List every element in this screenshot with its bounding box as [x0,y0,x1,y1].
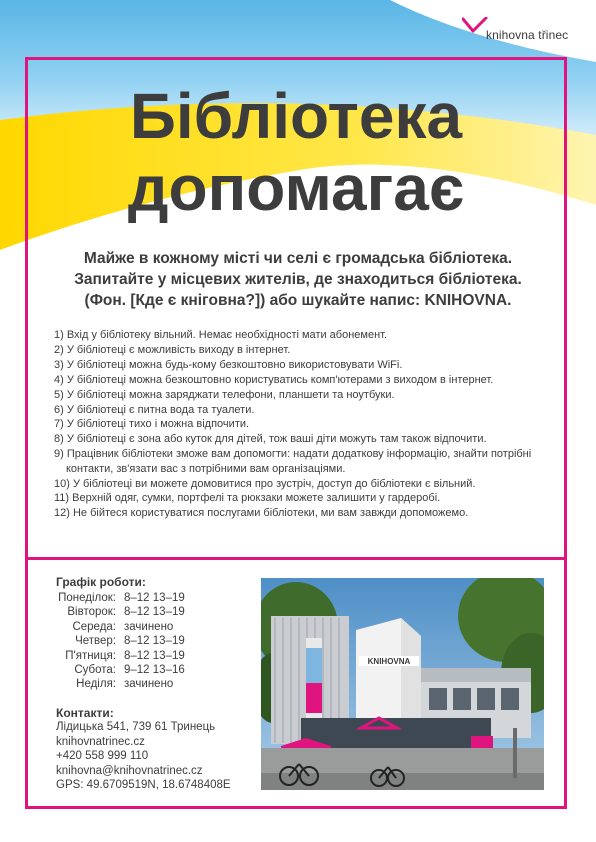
list-item: 9) Працівник бібліотеки зможе вам допомогти: надати додаткову інформацію, знайти потрібні контакти, зв'язати вас з потрібними вам організаціями. [54,448,532,475]
schedule-row [56,591,185,605]
schedule-row [56,677,185,691]
list-item: 11) Верхній одяг, сумки, портфелі та рюкзаки можете залишити у гардеробі. [54,492,441,505]
intro-line-3: (Фон. [Кде є кнігoвна?]) або шукайте напис: KNIHOVNA. [84,292,512,309]
intro-line-1: Майже в кожному місті чи селі є громадська бібліотека. [83,250,513,267]
list-item: 2) У бібліотеці є можливість виходу в інтернет. [54,343,291,356]
list-item: 10) У бібліотеці ви можете домовитися про зустріч, доступ до бібліотеки є вільний. [54,477,476,490]
schedule-row [56,605,185,619]
contact-address: Лідицька 541, 739 61 Тринець [56,721,216,733]
intro-text [40,248,556,311]
schedule-hours: 8–12 13–19 [124,592,185,604]
contact-website-link[interactable]: knihovnatrinec.cz [56,735,145,748]
title-line-1: Бібліотека [129,80,463,152]
section-divider [25,557,567,560]
schedule-title: Графік роботи: [56,575,146,589]
schedule-day: Вівторок: [67,606,116,619]
brand-name: knihovna třinec [486,28,569,42]
schedule-day: Середа: [72,620,116,633]
schedule-day: П'ятниця: [65,649,116,662]
library-building-photo [261,578,544,790]
list-item: 1) Вхід у бібліотеку вільний. Немає необхідності мати абонемент. [54,329,388,341]
schedule-row [56,649,185,663]
contact-phone[interactable]: +420 558 999 110 [56,750,149,762]
list-item: 5) У бібліотеці можна заряджати телефони, планшети та ноутбуки. [54,388,395,401]
schedule-hours: зачинено [124,620,174,633]
list-item: 6) У бібліотеці є питна вода та туалети. [54,403,255,416]
schedule-day: Субота: [74,664,116,677]
schedule-row [56,634,185,648]
rules-list [54,328,554,521]
intro-line-2: Запитайте у місцевих жителів, де знаходиться бібліотека. [74,271,522,288]
brand-logo [462,17,582,45]
schedule-hours: 8–12 13–19 [124,649,185,662]
schedule-row [56,620,185,634]
schedule-hours: 8–12 13–19 [124,635,185,648]
contacts-block [56,720,231,793]
building-sign: KNIHOVNA [367,657,411,666]
schedule-day: Четвер: [75,635,116,648]
list-item: 7) У бібліотеці тихо і можна відпочити. [54,418,250,431]
contact-gps: GPS: 49.6709519N, 18.6748408E [56,779,231,791]
list-item: 4) У бібліотеці можна безкоштовно користуватись комп'ютерами з виходом в інтернет. [54,373,494,386]
schedule-day: Понеділок: [58,592,116,604]
contacts-title: Контакти: [56,706,114,720]
schedule-row [56,663,185,677]
contact-email-link[interactable]: knihovna@knihovnatrinec.cz [56,764,203,777]
schedule-day: Неділя: [76,678,116,691]
list-item: 12) Не бійтеся користуватися послугами бібліотеки, ми вам завжди допоможемо. [54,507,469,520]
schedule-table [56,591,185,692]
list-item: 8) У бібліотеці є зона або куток для дітей, тож ваші діти можуть там також відпочити. [54,433,487,446]
schedule-hours: зачинено [124,678,174,691]
title-line-2: допомагає [127,152,465,224]
schedule-hours: 9–12 13–16 [124,664,185,677]
schedule-hours: 8–12 13–19 [124,606,185,619]
page-title [28,80,564,224]
list-item: 3) У бібліотеці можна будь-кому безкоштовно використовувати WiFi. [54,358,403,371]
